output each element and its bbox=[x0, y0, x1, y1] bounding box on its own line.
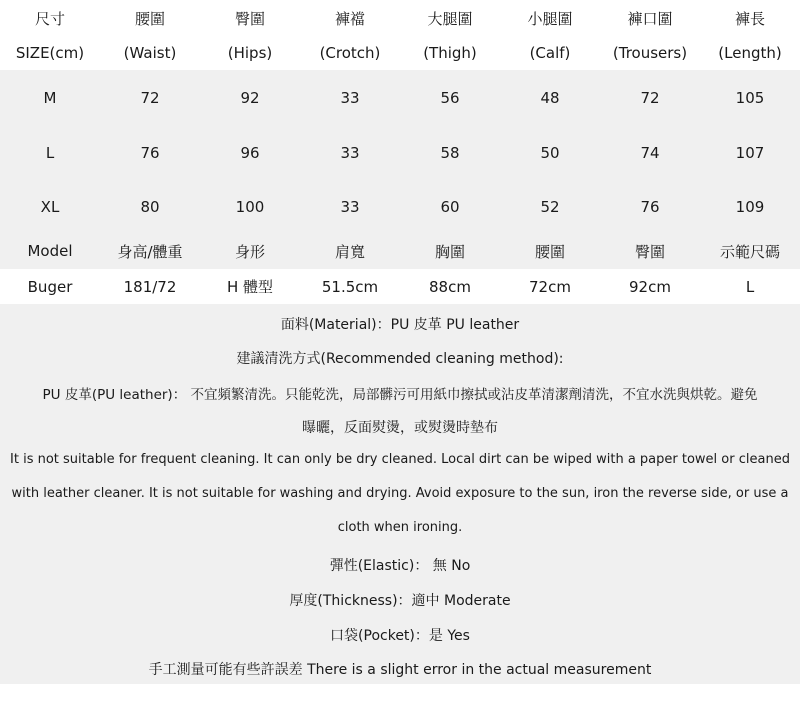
size-cell: 72 bbox=[140, 89, 160, 107]
model-header-cell: 胸圍 bbox=[434, 242, 465, 261]
cleaning-en-line-3: cloth when ironing. bbox=[337, 520, 463, 535]
size-cell: 48 bbox=[540, 89, 560, 107]
header-cell: 腰圍 bbox=[134, 9, 165, 28]
size-cell: 33 bbox=[340, 197, 360, 216]
material-text: 面料(Material)：PU 皮革 PU leather bbox=[280, 317, 520, 333]
header-cell: (Crotch) bbox=[319, 44, 381, 62]
model-cell: 51.5cm bbox=[321, 277, 379, 296]
size-cell: XL bbox=[40, 197, 60, 216]
model-cell: L bbox=[745, 277, 755, 296]
size-cell: M bbox=[43, 89, 57, 107]
measurement-note: 手工測量可能有些許誤差 There is a slight error in the actual measurement bbox=[148, 662, 652, 678]
size-row-xl bbox=[0, 180, 800, 233]
pocket-text: 口袋(Pocket)：是 Yes bbox=[330, 628, 470, 644]
cleaning-cn-line-1: PU 皮革(PU leather)： 不宜頻繁清洗。只能乾洗，局部髒污可用紙巾擦拭或沾皮革清潔劑清洗，不宜水洗與烘乾。避免 bbox=[42, 387, 758, 403]
header-cell: (Thigh) bbox=[423, 44, 477, 62]
model-header-row bbox=[0, 233, 800, 269]
header-cell: 臀圍 bbox=[234, 9, 265, 28]
product-info-panel bbox=[0, 304, 800, 684]
model-header-cell: Model bbox=[27, 242, 73, 260]
model-cell: 72cm bbox=[529, 277, 571, 296]
size-cell: 74 bbox=[640, 144, 660, 162]
size-cell: 107 bbox=[735, 144, 765, 162]
model-header-cell: 身高/體重 bbox=[117, 242, 183, 261]
model-header-cell: 腰圍 bbox=[534, 242, 565, 261]
size-row-l bbox=[0, 126, 800, 180]
model-cell: 92cm bbox=[629, 277, 671, 296]
size-cell: 58 bbox=[440, 144, 460, 162]
elastic-text: 彈性(Elastic)： 無 No bbox=[329, 558, 471, 574]
cleaning-title: 建議清洗方式(Recommended cleaning method): bbox=[236, 351, 564, 367]
header-cell: (Waist) bbox=[123, 44, 177, 62]
header-cell: SIZE(cm) bbox=[15, 44, 85, 62]
size-cell: 72 bbox=[640, 89, 660, 107]
model-cell: H 體型 bbox=[226, 278, 274, 296]
thickness-text: 厚度(Thickness)：適中 Moderate bbox=[289, 593, 511, 609]
size-cell: 92 bbox=[240, 89, 260, 107]
size-cell: 50 bbox=[540, 144, 560, 162]
model-header-cell: 肩寬 bbox=[334, 242, 365, 261]
size-cell: 33 bbox=[340, 144, 360, 162]
size-cell: 56 bbox=[440, 89, 460, 107]
size-header-cn-row bbox=[0, 0, 800, 36]
size-cell: 80 bbox=[140, 197, 160, 216]
size-cell: 100 bbox=[235, 197, 265, 216]
model-cell: Buger bbox=[27, 277, 73, 296]
size-header-en-row bbox=[0, 36, 800, 70]
size-cell: 52 bbox=[540, 197, 560, 216]
model-header-cell: 身形 bbox=[234, 242, 265, 261]
size-cell: 105 bbox=[735, 89, 765, 107]
model-header-cell: 臀圍 bbox=[634, 242, 665, 261]
header-cell: (Trousers) bbox=[612, 44, 688, 62]
header-cell: (Calf) bbox=[529, 44, 571, 62]
header-cell: 褲長 bbox=[734, 9, 765, 28]
size-cell: 76 bbox=[640, 197, 660, 216]
header-cell: 尺寸 bbox=[34, 9, 65, 28]
model-header-cell: 示範尺碼 bbox=[719, 242, 780, 261]
header-cell: 大腿圍 bbox=[427, 9, 473, 28]
cleaning-cn-line-2: 曝曬，反面熨燙，或熨燙時墊布 bbox=[302, 420, 498, 436]
header-cell: (Hips) bbox=[227, 44, 273, 62]
model-cell: 181/72 bbox=[123, 277, 177, 296]
model-cell: 88cm bbox=[429, 277, 471, 296]
cleaning-en-line-2: with leather cleaner. It is not suitable for washing and drying. Avoid exposure to the sun, iron the reverse side, or use a bbox=[11, 486, 789, 501]
header-cell: (Length) bbox=[718, 44, 782, 62]
size-cell: 33 bbox=[340, 89, 360, 107]
model-data-row bbox=[0, 269, 800, 304]
cleaning-en-line-1: It is not suitable for frequent cleaning. It can only be dry cleaned. Local dirt can be wiped with a paper towel or cleaned bbox=[10, 452, 790, 467]
header-cell: 褲襠 bbox=[334, 9, 365, 28]
size-cell: 60 bbox=[440, 197, 460, 216]
header-cell: 小腿圍 bbox=[527, 9, 573, 28]
size-cell: 109 bbox=[735, 197, 765, 216]
size-row-m bbox=[0, 70, 800, 126]
size-cell: L bbox=[45, 144, 55, 162]
size-cell: 96 bbox=[240, 144, 260, 162]
size-cell: 76 bbox=[140, 144, 160, 162]
header-cell: 褲口圍 bbox=[627, 9, 673, 28]
